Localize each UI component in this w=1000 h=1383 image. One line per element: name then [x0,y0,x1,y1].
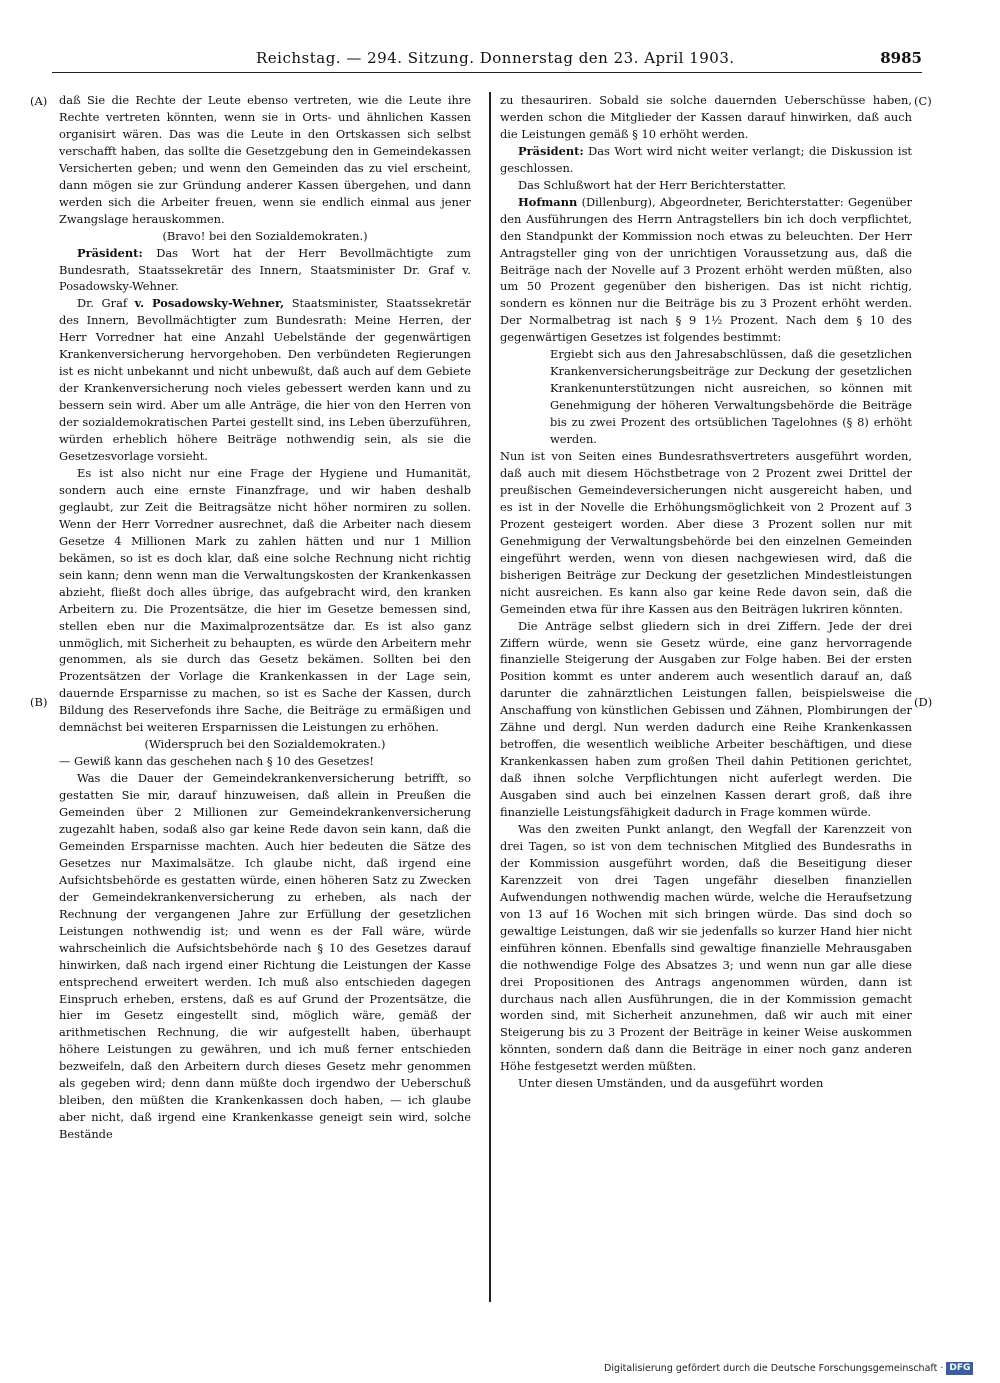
page-number: 8985 [880,49,922,67]
column-divider [489,92,491,1302]
paragraph: Nun ist von Seiten eines Bundesrathsvertreters ausgeführt worden, daß auch mit diesem Höchstbetrage von 2 Prozent zwei Drittel der preußischen Gemeindeversicherungen nicht ausgereicht haben, und es ist in der Novelle die Erhöhungsmöglichkeit von 2 Prozent auf 3 Prozent gesteigert worden. Aber diese 3 Prozent sollen nur mit Genehmigung der Verwaltungsbehörde bei den einzelnen Gemeinden eingeführt werden, wenn von diesen nachgewiesen wird, daß die bisherigen Beiträge zur Deckung der gesetzlichen Mindestleistungen nicht ausreichen. Es kann also gar keine Rede davon sein, daß die Gemeinden etwa für ihre Kassen aus den Beiträgen lukriren könnten. [500,449,912,616]
paragraph: Präsident: Das Wort wird nicht weiter verlangt; die Diskussion ist geschlossen. [500,143,912,175]
dfg-logo: DFG [946,1362,973,1375]
paragraph: — Gewiß kann das geschehen nach § 10 des Gesetzes! [59,754,374,769]
paragraph: Hofmann (Dillenburg), Abgeordneter, Berichterstatter: Gegenüber den Ausführungen des Herrn Antragstellers bin ich doch verpflichtet, den Standpunkt der Kommission noch etwas zu beleuchten. Der Herr Antragsteller ging von der unrichtigen Voraussetzung aus, daß die Beiträge nach der Novelle auf 3 Prozent erhöht werden müßten, also um 50 Prozent gegenüber den bisherigen. Das ist nicht richtig, sondern es können nur die Beiträge bis zu 3 Prozent erhöht werden. Der Normalbetrag ist nach § 9 1½ Prozent. Nach dem § 10 des gegenwärtigen Gesetzes ist folgendes bestimmt: [500,194,912,345]
speaker-name: Präsident: [518,143,584,158]
running-title: Reichstag. — 294. Sitzung. Donnerstag den 23. April 1903. [256,49,735,67]
right-column [500,92,912,1302]
margin-marker-c: (C) [914,94,932,108]
paragraph: Die Anträge selbst gliedern sich in drei Ziffern. Jede der drei Ziffern würde, wenn sie Gesetz würde, eine ganz hervorragende finanzielle Steigerung der Ausgaben zur Folge haben. Bei der ersten Position kommt es unter anderem auch wesentlich darauf an, daß darunter die zahnärztlichen Leistungen fallen, beispielsweise die Anschaffung von künstlichen Gebissen und Zähnen, Plombirungen der Zähne und dergl. Nun werden dadurch eine Reihe Krankenkassen betroffen, die wesentlich weibliche Arbeiter beschäftigen, und diese Krankenkassen haben zum großen Theil dahin Petitionen gerichtet, daß ihnen solche Verpflichtungen nicht auferlegt werden. Die Ausgaben sind auch bei einzelnen Kassen derart groß, daß ihre finanzielle Leistungsfähigkeit dadurch in Frage kommen würde. [500,618,912,820]
speaker-name: v. Posadowsky-Wehner, [134,296,285,311]
paragraph: Dr. Graf v. Posadowsky-Wehner, Staatsminister, Staatssekretär des Innern, Bevollmächtigter zum Bundesrath: Meine Herren, der Herr Vorredner hat eine Anzahl Uebelstände der gegenwärtigen Krankenversicherung hervorgehoben. Den verbündeten Regierungen ist es nicht unbekannt und nicht unbewußt, daß auch auf dem Gebiete der Krankenversicherung noch vieles gebessert werden kann und zu bessern sein wird. Aber um alle Anträge, die hier von den Herren von der sozialdemokratischen Partei gestellt sind, ins Leben überzuführen, würden erheblich höhere Beiträge nothwendig sein, als sie die Gesetzesvorlage vorsieht. [59,296,471,464]
interjection: (Bravo! bei den Sozialdemokraten.) [162,228,368,243]
interjection: (Widerspruch bei den Sozialdemokraten.) [144,737,386,752]
law-quote: Ergiebt sich aus den Jahresabschlüssen, daß die gesetzlichen Krankenversicherungsbeiträge zur Deckung der gesetzlichen Krankenunterstützungen nicht ausreichen, so können mit Genehmigung der höheren Verwaltungsbehörde die Beiträge bis zu zwei Prozent des ortsüblichen Tagelohnes (§ 8) erhöht werden. [550,347,912,447]
paragraph: Was den zweiten Punkt anlangt, den Wegfall der Karenzzeit von drei Tagen, so ist von dem technischen Mitglied des Bundesraths in der Kommission ausgeführt worden, daß die Beseitigung dieser Karenzzeit von drei Tagen ungefähr dieselben finanziellen Aufwendungen nothwendig machen würde, welche die Heraufsetzung von 13 auf 16 Wochen mit sich bringen würde. Das sind doch so gewaltige Leistungen, daß wir sie jedenfalls so kurzer Hand hier nicht einführen können. Ebenfalls sind gewaltige finanzielle Mehrausgaben die nothwendige Folge des Absatzes 3; und wenn nun gar alle diese drei Propositionen des Antrags angenommen würden, dann ist durchaus nach allen Ausführungen, die in der Kommission gemacht worden sind, mit Sicherheit anzunehmen, daß wir auch mit einer Steigerung bis zu 3 Prozent der Beiträge in keiner Weise auskommen könnten, sondern daß dann die Beiträge in einer noch ganz anderen Höhe festgesetzt werden müßten. [500,821,912,1074]
margin-marker-b: (B) [30,695,48,709]
speaker-name: Hofmann [518,194,578,209]
paragraph: Das Schlußwort hat der Herr Berichterstatter. [518,177,786,192]
dfg-footer [604,1362,986,1378]
margin-marker-d: (D) [914,695,933,709]
paragraph: Es ist also nicht nur eine Frage der Hygiene und Humanität, sondern auch eine ernste Finanzfrage, und wir haben deshalb geglaubt, zur Zeit die Beitragsätze nicht höher normiren zu sollen. Wenn der Herr Vorredner ausrechnet, daß die Arbeiter nach diesem Gesetze 4 Millionen Mark zu zahlen hätten und nur 1 Million bekämen, so ist es doch klar, daß eine solche Rechnung nicht richtig sein kann; denn wenn man die Verwaltungskosten der Krankenkassen abzieht, fließt doch alles übrige, das aufgebracht wird, den kranken Arbeitern zu. Die Prozentsätze, die hier im Gesetze bemessen sind, stellen eben nur die Maximalprozentsätze dar. Es ist also ganz unmöglich, mit Sicherheit zu behaupten, es würde den Arbeitern mehr genommen, als sie durch das Gesetz bekämen. Sollten bei den Prozentsätzen der Vorlage die Krankenkassen in der Lage sein, dauernde Ersparnisse zu machen, so ist es Sache der Kassen, durch Bildung des Reservefonds ihre Sache, die Beiträge zu ermäßigen und demnächst bei weiteren Ersparnissen die Leistungen zu erhöhen. [59,465,471,735]
page-header [52,47,922,71]
paragraph: Präsident: Das Wort hat der Herr Bevollmächtigte zum Bundesrath, Staatssekretär des Innern, Staatsminister Dr. Graf v. Posadowsky-Wehner. [59,245,471,294]
speaker-name: Präsident: [77,245,143,260]
paragraph: Unter diesen Umständen, und da ausgeführt worden [518,1076,824,1091]
left-column [59,92,471,1302]
paragraph: zu thesauriren. Sobald sie solche dauernden Ueberschüsse haben, werden schon die Mitglieder der Kassen darauf hinwirken, daß auch die Leistungen gemäß § 10 erhöht werden. [500,93,912,141]
margin-marker-a: (A) [30,94,48,108]
footer-text: Digitalisierung gefördert durch die Deutsche Forschungsgemeinschaft · [604,1363,944,1374]
header-rule [52,72,922,73]
paragraph: daß Sie die Rechte der Leute ebenso vertreten, wie die Leute ihre Rechte vertreten könnten, wenn sie in Orts- und ähnlichen Kassen organisirt wären. Das was die Leute in den Ortskassen sich selbst verschafft haben, das sollte die Gesetzgebung den in Gemeindekassen Versicherten geben; und wenn den Gemeinden das zu viel erscheint, dann mögen sie zur Gründung anderer Kassen übergehen, und dann werden sich die Arbeiter freuen, wenn sie endlich einmal aus jener Zwangslage herauskommen. [59,93,471,226]
paragraph: Was die Dauer der Gemeindekrankenversicherung betrifft, so gestatten Sie mir, darauf hinzuweisen, daß allein in Preußen die Gemeinden über 2 Millionen zur Gemeindekrankenversicherung zugezahlt haben, sodaß also gar keine Rede davon sein kann, daß die Gemeinden Ersparnisse machten. Auch hier bedeuten die Sätze des Gesetzes nur Maximalsätze. Ich glaube nicht, daß irgend eine Aufsichtsbehörde es gestatten würde, einen höheren Satz zu Zwecken der Gemeindekrankenversicherung zu erheben, als nach der Rechnung der vergangenen Jahre zur Erfüllung der gesetzlichen Leistungen nothwendig ist; und wenn es der Fall wäre, würde wahrscheinlich die Aufsichtsbehörde nach § 10 des Gesetzes darauf hinwirken, daß nach irgend einer Richtung die Leistungen der Kasse entsprechend erweitert werden. Ich muß also entschieden dagegen Einspruch erheben, erstens, daß es auf Grund der Prozentsätze, die hier im Gesetz eingestellt sind, möglich wäre, gemäß der arithmetischen Rechnung, die wir aufgestellt haben, überhaupt höhere Leistungen zu gewähren, und ich muß ferner entschieden bezweifeln, daß den Arbeitern durch dieses Gesetz mehr genommen als gegeben wird; denn dann müßte doch irgendwo der Ueberschuß bleiben, den müßten die Krankenkassen doch haben, — ich glaube aber nicht, daß irgend eine Krankenkasse geneigt sein wird, solche Bestände [59,771,471,1142]
